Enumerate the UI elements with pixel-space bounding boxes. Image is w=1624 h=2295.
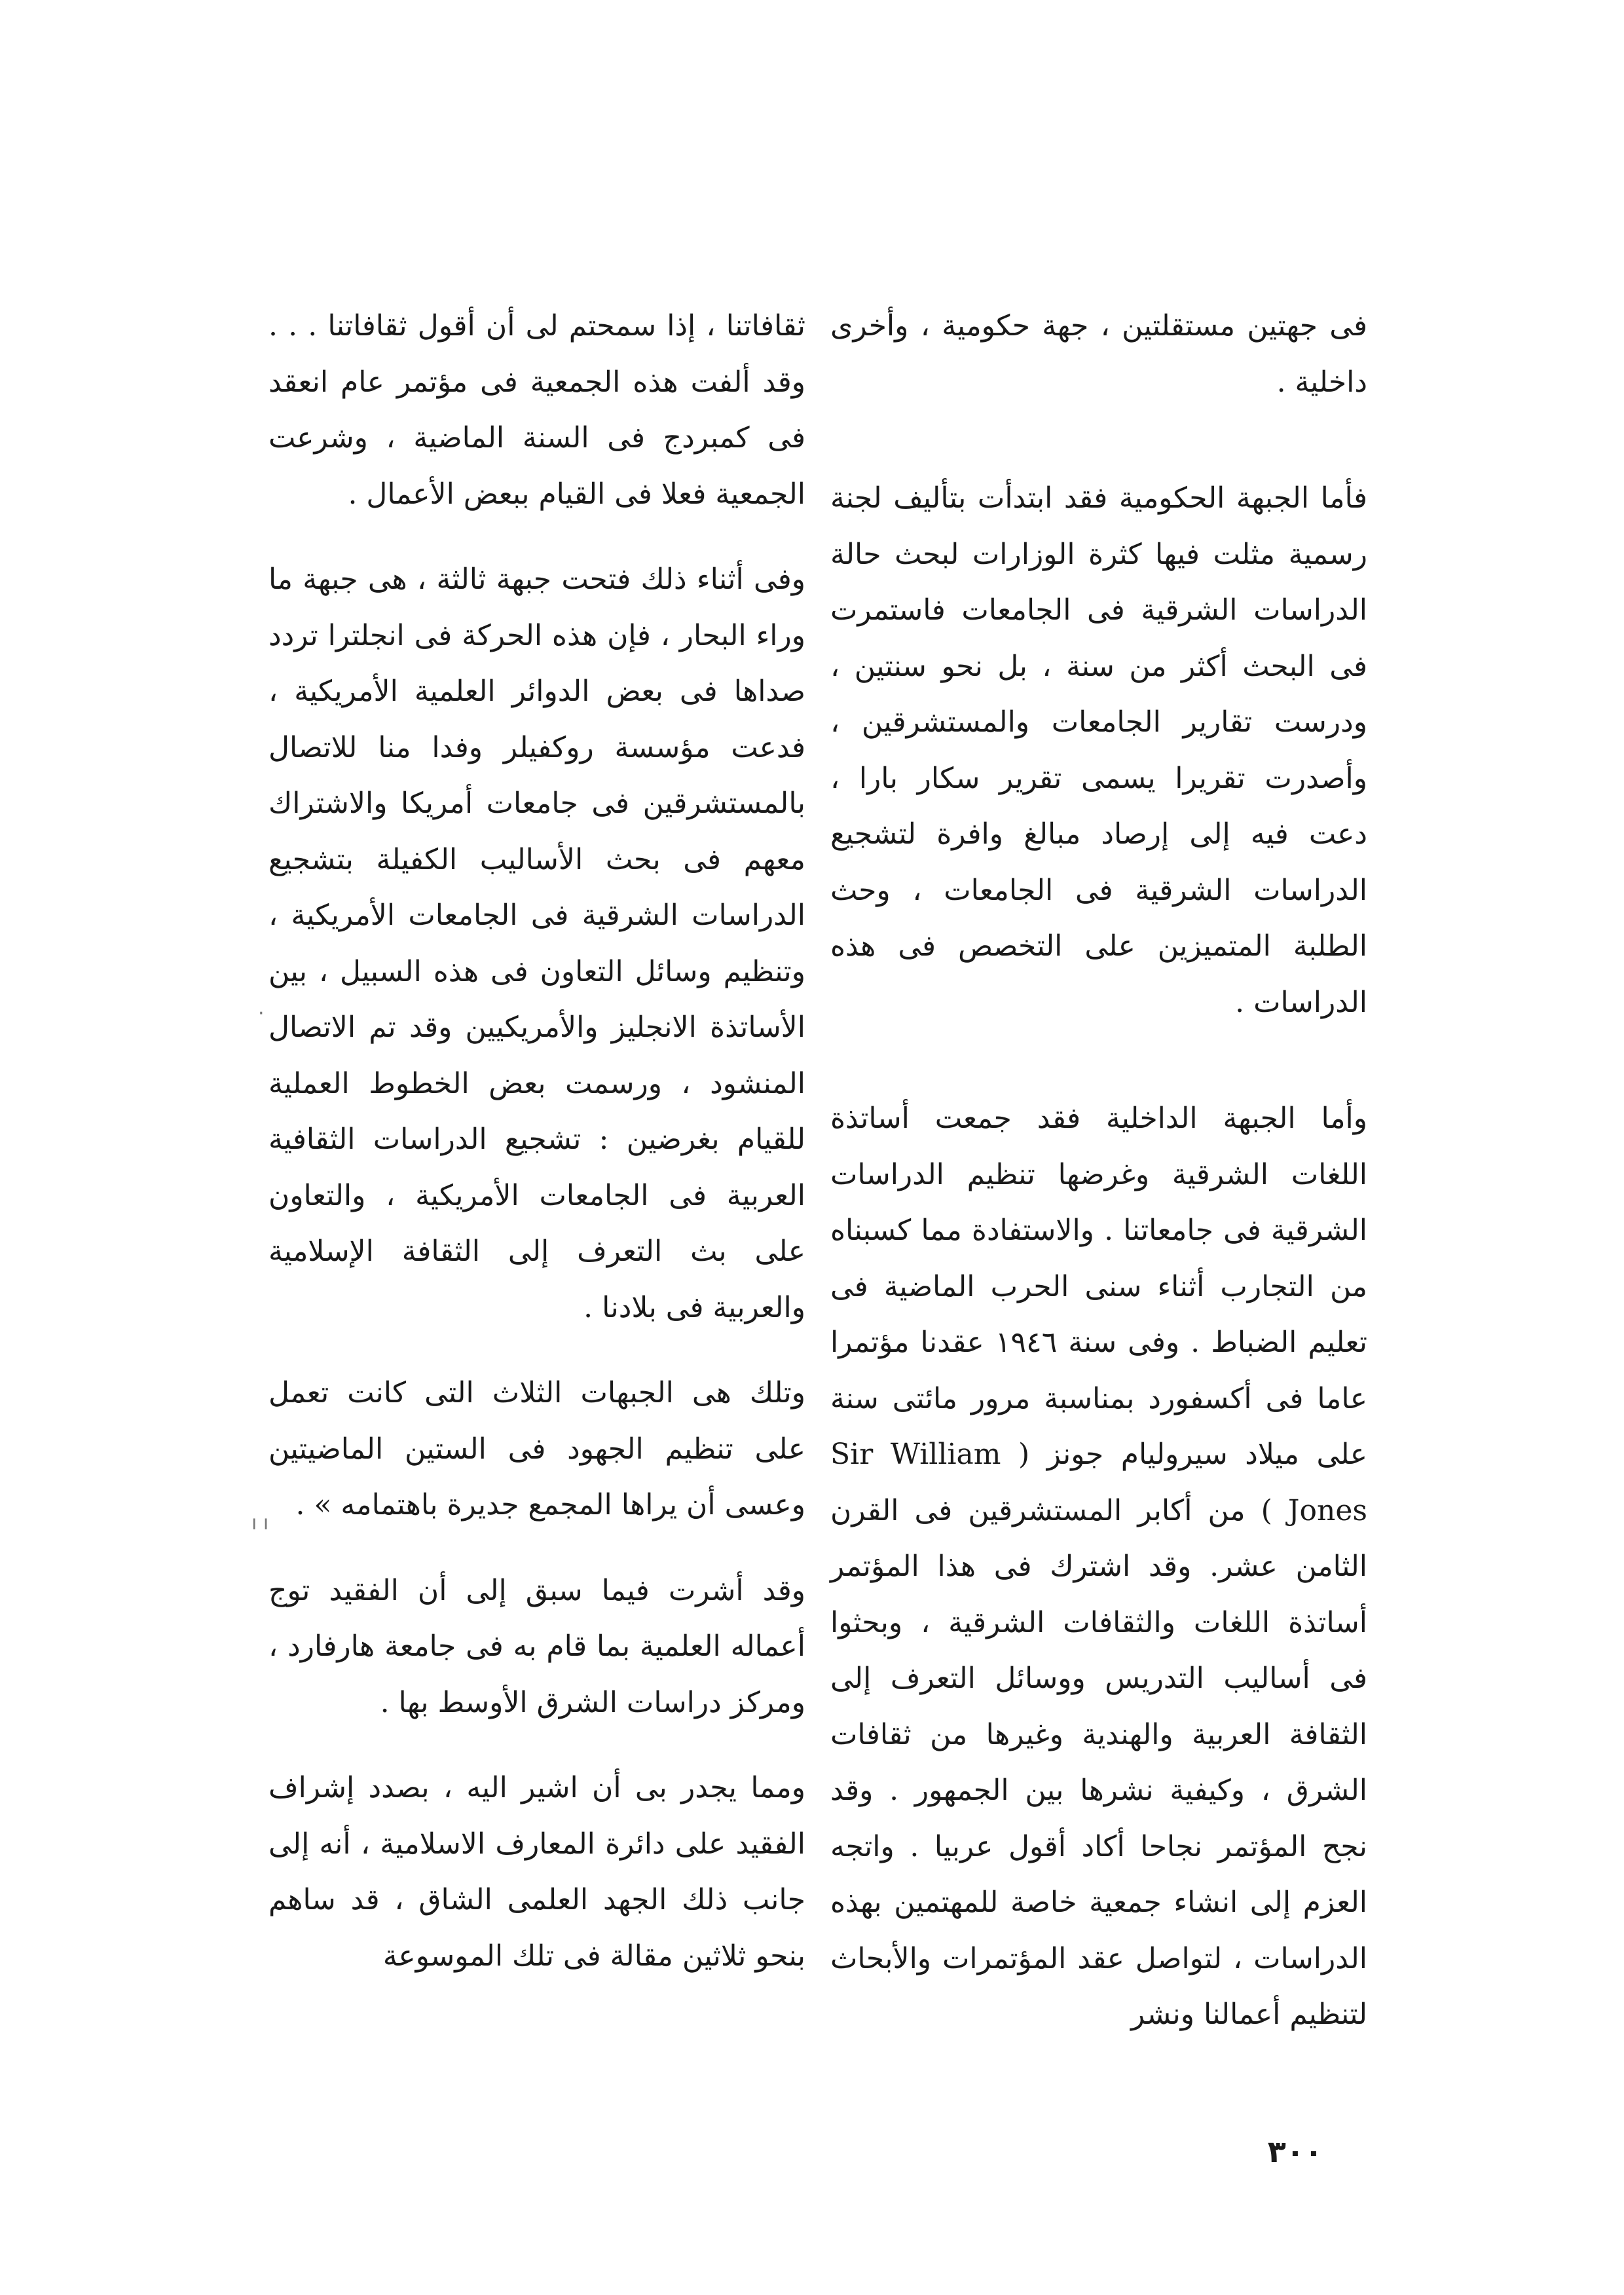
left-column: [268, 298, 805, 1984]
page-number: ٣٠٠: [1267, 2134, 1323, 2169]
paragraph-society-founded: ثقافاتنا ، إذا سمحتم لى أن أقول ثقافاتنا . . . وقد ألفت هذه الجمعية فى مؤتمر عام انعقد فى كمبردج فى السنة الماضية ، وشرعت الجمعية فعلا فى القيام ببعض الأعمال .: [268, 309, 805, 511]
paragraph-encyclopedia-contribution: ومما يجدر بى أن اشير اليه ، بصدد إشراف الفقيد على دائرة المعارف الاسلامية ، أنه إلى جانب ذلك الجهد العلمى الشاق ، قد ساهم بنحو ثلاثين مقالة فى تلك الموسوعة: [268, 1771, 805, 1973]
scan-artifact-mark: ·: [258, 1002, 265, 1025]
scan-artifact-mark: ı ı: [251, 1512, 269, 1535]
paragraph-harvard-work: وقد أشرت فيما سبق إلى أن الفقيد توج أعماله العلمية بما قام به فى جامعة هارفارد ، ومركز دراسات الشرق الأوسط بها .: [268, 1573, 805, 1719]
paragraph-third-front: وفى أثناء ذلك فتحت جبهة ثالثة ، هى جبهة ما وراء البحار ، فإن هذه الحركة فى انجلترا تردد صداها فى بعض الدوائر العلمية الأمريكية ، فدعت مؤسسة روكفيلر وفدا منا للاتصال بالمستشرقين فى جامعات أمريكا والاشتراك معهم فى بحث الأساليب الكفيلة بتشجيع الدراسات الشرقية فى الجامعات الأمريكية ، وتنظيم وسائل التعاون فى هذه السبيل ، بين الأساتذة الانجليز والأمريكيين وقد تم الاتصال المنشود ، ورسمت بعض الخطوط العملية للقيام بغرضين : تشجيع الدراسات الثقافية العربية فى الجامعات الأمريكية ، والتعاون على بث التعرف إلى الثقافة الإسلامية والعربية فى بلادنا .: [268, 563, 805, 1324]
paragraph-government-front: فأما الجبهة الحكومية فقد ابتدأت بتأليف لجنة رسمية مثلت فيها كثرة الوزارات لبحث حالة الدراسات الشرقية فى الجامعات فاستمرت فى البحث أكثر من سنة ، بل نحو سنتين ، ودرست تقارير الجامعات والمستشرقين ، وأصدرت تقريرا يسمى تقرير سكار بارا ، دعت فيه إلى إرصاد مبالغ وافرة لتشجيع الدراسات الشرقية فى الجامعات ، وحث الطلبة المتميزين على التخصص فى هذه الدراسات .: [830, 481, 1367, 1019]
paragraph-three-fronts-summary: وتلك هى الجبهات الثلاث التى كانت تعمل على تنظيم الجهود فى الستين الماضيتين وعسى أن يراها المجمع جديرة باهتمامه » .: [268, 1376, 805, 1521]
paragraph-internal-front: وأما الجبهة الداخلية فقد جمعت أساتذة اللغات الشرقية وغرضها تنظيم الدراسات الشرقية فى جامعاتنا . والاستفادة مما كسبناه من التجارب أثناء سنى الحرب الماضية فى تعليم الضباط . وفى سنة ١٩٤٦ عقدنا مؤتمرا عاما فى أكسفورد بمناسبة مرور مائتى سنة على ميلاد سيروليام جونز ( Sir William Jones ) من أكابر المستشرقين فى القرن الثامن عشر. وقد اشترك فى هذا المؤتمر أساتذة اللغات والثقافات الشرقية ، وبحثوا فى أساليب التدريس ووسائل التعرف إلى الثقافة العربية والهندية وغيرها من ثقافات الشرق ، وكيفية نشرها بين الجمهور . وقد نجح المؤتمر نجاحا أكاد أقول عربيا . واتجه العزم إلى انشاء جمعية خاصة للمهتمين بهذه الدراسات ، لتواصل عقد المؤتمرات والأبحاث لتنظيم أعمالنا ونشر: [830, 1102, 1368, 2031]
right-column: [830, 298, 1367, 2043]
paragraph-intro-fronts: فى جهتين مستقلتين ، جهة حكومية ، وأخرى داخلية .: [830, 309, 1367, 399]
